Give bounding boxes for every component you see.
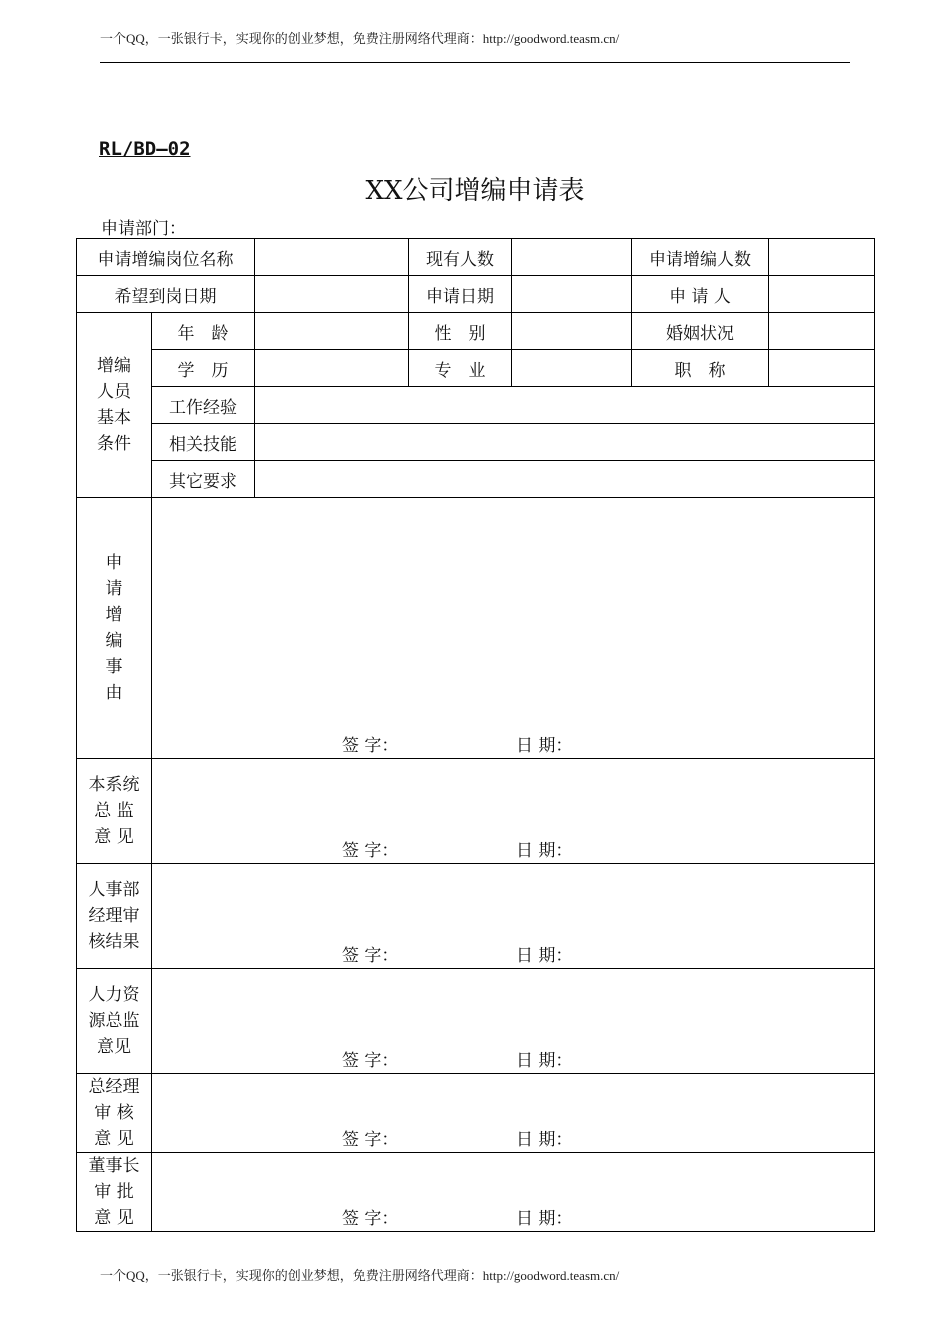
age-label: 年 龄 xyxy=(152,313,255,350)
form-row-skills xyxy=(77,424,875,461)
form-row-age xyxy=(77,313,875,350)
other-requirements-label: 其它要求 xyxy=(152,461,255,498)
form-row-general-manager xyxy=(77,1074,875,1153)
sign-label: 签 字： xyxy=(342,1051,399,1071)
sign-label: 签 字： xyxy=(342,736,399,756)
date-label: 日 期： xyxy=(516,946,573,966)
gender-field[interactable] xyxy=(512,313,632,350)
other-requirements-field[interactable] xyxy=(255,461,875,498)
apply-date-label: 申请日期 xyxy=(409,276,512,313)
request-count-label: 申请增编人数 xyxy=(632,239,769,276)
request-count-field[interactable] xyxy=(769,239,875,276)
page-footer-text: 一个QQ，一张银行卡，实现你的创业梦想，免费注册网络代理商：http://goodword.teasm.cn/ xyxy=(100,1268,620,1283)
form-row-position xyxy=(77,239,875,276)
applicant-label: 申 请 人 xyxy=(632,276,769,313)
signature-line xyxy=(342,941,573,966)
form-row-chairman xyxy=(77,1153,875,1232)
chairman-field[interactable] xyxy=(152,1153,875,1232)
current-count-field[interactable] xyxy=(512,239,632,276)
document-title: XX公司增编申请表 xyxy=(365,176,585,206)
job-title-label: 职 称 xyxy=(632,350,769,387)
header-rule xyxy=(100,62,850,63)
signature-line xyxy=(342,1204,573,1229)
form-row-experience xyxy=(77,387,875,424)
skills-label: 相关技能 xyxy=(152,424,255,461)
form-row-reason xyxy=(77,498,875,759)
system-director-field[interactable] xyxy=(152,759,875,864)
general-manager-label: 总经理 审 核 意 见 xyxy=(77,1074,152,1153)
experience-label: 工作经验 xyxy=(152,387,255,424)
general-manager-field[interactable] xyxy=(152,1074,875,1153)
apply-date-field[interactable] xyxy=(512,276,632,313)
date-label: 日 期： xyxy=(516,1130,573,1150)
page-header-text: 一个QQ，一张银行卡，实现你的创业梦想，免费注册网络代理商：http://goodword.teasm.cn/ xyxy=(100,31,620,46)
system-director-label: 本系统 总 监 意 见 xyxy=(77,759,152,864)
hr-director-label: 人力资 源总监 意见 xyxy=(77,969,152,1074)
document-code: RL/BD—02 xyxy=(99,138,191,160)
applicant-field[interactable] xyxy=(769,276,875,313)
age-field[interactable] xyxy=(255,313,409,350)
job-title-field[interactable] xyxy=(769,350,875,387)
date-label: 日 期： xyxy=(516,841,573,861)
sign-label: 签 字： xyxy=(342,841,399,861)
major-label: 专 业 xyxy=(409,350,512,387)
staffing-request-form xyxy=(76,238,875,1232)
skills-field[interactable] xyxy=(255,424,875,461)
department-label: 申请部门： xyxy=(101,219,186,239)
form-row-hr-manager xyxy=(77,864,875,969)
hr-director-field[interactable] xyxy=(152,969,875,1074)
arrival-date-label: 希望到岗日期 xyxy=(77,276,255,313)
sign-label: 签 字： xyxy=(342,1130,399,1150)
arrival-date-field[interactable] xyxy=(255,276,409,313)
hr-manager-label: 人事部 经理审 核结果 xyxy=(77,864,152,969)
signature-line xyxy=(342,1125,573,1150)
position-name-label: 申请增编岗位名称 xyxy=(77,239,255,276)
form-row-hr-director xyxy=(77,969,875,1074)
signature-line xyxy=(342,836,573,861)
chairman-label: 董事长 审 批 意 见 xyxy=(77,1153,152,1232)
reason-field[interactable] xyxy=(152,498,875,759)
date-label: 日 期： xyxy=(516,736,573,756)
date-label: 日 期： xyxy=(516,1209,573,1229)
marital-field[interactable] xyxy=(769,313,875,350)
form-row-dates xyxy=(77,276,875,313)
major-field[interactable] xyxy=(512,350,632,387)
gender-label: 性 别 xyxy=(409,313,512,350)
current-count-label: 现有人数 xyxy=(409,239,512,276)
reason-label: 申 请 增 编 事 由 xyxy=(77,498,152,759)
form-row-education xyxy=(77,350,875,387)
date-label: 日 期： xyxy=(516,1051,573,1071)
signature-line xyxy=(342,1046,573,1071)
requirements-group-label: 增编 人员 基本 条件 xyxy=(77,313,152,498)
experience-field[interactable] xyxy=(255,387,875,424)
sign-label: 签 字： xyxy=(342,946,399,966)
form-row-system-director xyxy=(77,759,875,864)
form-row-other xyxy=(77,461,875,498)
marital-label: 婚姻状况 xyxy=(632,313,769,350)
signature-line xyxy=(342,731,573,756)
position-name-field[interactable] xyxy=(255,239,409,276)
education-field[interactable] xyxy=(255,350,409,387)
education-label: 学 历 xyxy=(152,350,255,387)
hr-manager-field[interactable] xyxy=(152,864,875,969)
sign-label: 签 字： xyxy=(342,1209,399,1229)
